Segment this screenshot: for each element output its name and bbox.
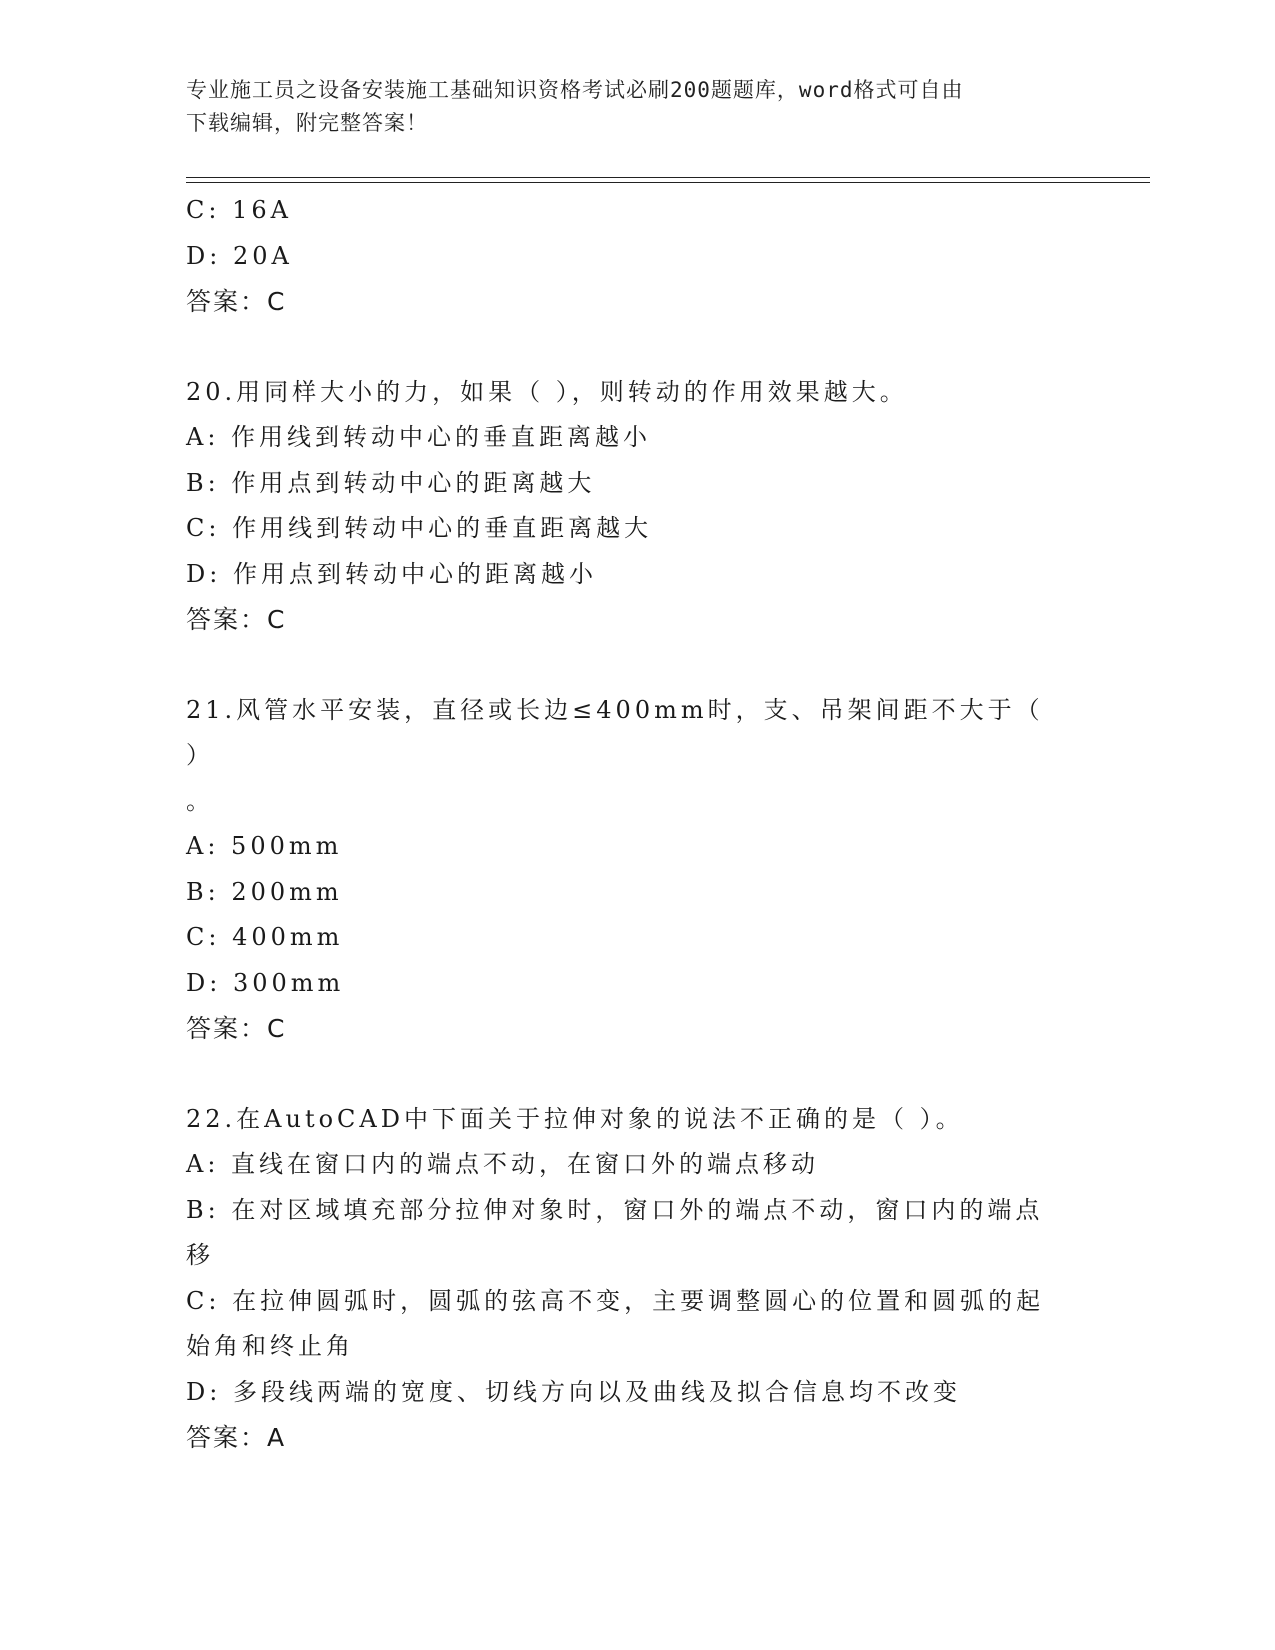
option-c-continued: 始角和终止角 [186,1332,354,1360]
option-c: C: 作用线到转动中心的垂直距离越大 [186,514,653,542]
question-block-19-partial [186,188,1066,325]
answer-line: 答案：C [186,287,287,316]
spacer [186,1052,1066,1097]
answer-line: 答案：A [186,1423,287,1452]
option-c: C: 16A [186,196,292,224]
spacer [186,325,1066,370]
answer-line: 答案：C [186,605,287,634]
question-text: 20.用同样大小的力，如果（ ），则转动的作用效果越大。 [186,377,908,406]
option-b: B: 在对区域填充部分拉伸对象时，窗口外的端点不动，窗口内的端点 [186,1195,1044,1224]
option-c: C: 在拉伸圆弧时，圆弧的弦高不变，主要调整圆心的位置和圆弧的起 [186,1286,1045,1315]
header-title-line-2: 下载编辑，附完整答案！ [186,111,428,135]
option-b-continued: 移 [186,1241,214,1269]
option-c: C: 400mm [186,923,344,951]
header-rule-top [186,177,1150,178]
option-d: D: 20A [186,241,293,270]
option-b: B: 作用点到转动中心的距离越大 [186,468,596,497]
question-text: 22.在AutoCAD中下面关于拉伸对象的说法不正确的是（ ）。 [186,1104,964,1133]
option-a: A: 500mm [186,832,343,860]
answer-line: 答案：C [186,1014,287,1043]
option-d: D: 300mm [186,968,345,997]
question-block-22 [186,1097,1066,1461]
question-block-21 [186,688,1066,1052]
option-b: B: 200mm [186,877,343,906]
question-block-20 [186,370,1066,643]
spacer [186,643,1066,688]
option-a: A: 作用线到转动中心的垂直距离越小 [186,423,652,451]
question-list [186,188,1066,1461]
question-text: 21.风管水平安装，直径或长边≤400mm时，支、吊架间距不大于（ ） [186,695,1056,769]
question-text-continued: 。 [186,786,214,815]
option-d: D: 作用点到转动中心的距离越小 [186,559,597,588]
header-rule-bottom [186,182,1150,183]
option-d: D: 多段线两端的宽度、切线方向以及曲线及拟合信息均不改变 [186,1377,961,1406]
option-a: A: 直线在窗口内的端点不动，在窗口外的端点移动 [186,1150,820,1178]
header-title-line-1: 专业施工员之设备安装施工基础知识资格考试必刷200题题库，word格式可自由 [186,78,964,102]
document-header [186,74,1066,140]
